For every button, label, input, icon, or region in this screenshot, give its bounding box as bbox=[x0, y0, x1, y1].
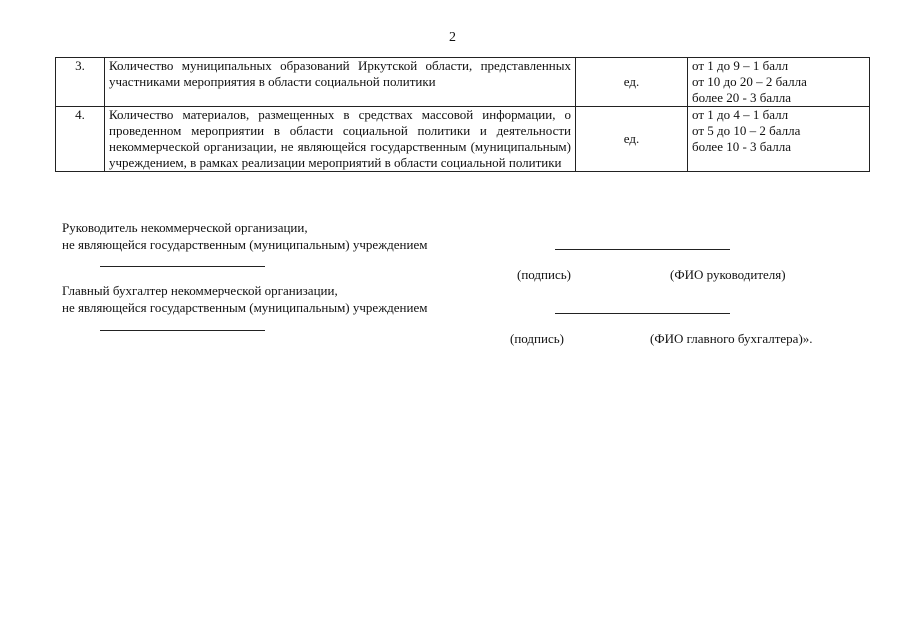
row-scores bbox=[688, 58, 870, 107]
accountant-name-caption: (ФИО главного бухгалтера)». bbox=[650, 331, 813, 346]
row-unit: ед. bbox=[576, 107, 688, 172]
accountant-name-line bbox=[555, 313, 730, 314]
row-unit: ед. bbox=[576, 58, 688, 107]
head-name-caption: (ФИО руководителя) bbox=[670, 267, 786, 282]
page-number: 2 bbox=[449, 30, 456, 45]
row-scores bbox=[688, 107, 870, 172]
head-signature-caption: (подпись) bbox=[517, 267, 571, 282]
accountant-title-line2: не являющейся государственным (муниципальным) учреждением bbox=[62, 300, 428, 315]
head-title-line2: не являющейся государственным (муниципальным) учреждением bbox=[62, 237, 428, 252]
score-line: более 20 - 3 балла bbox=[692, 90, 792, 105]
accountant-signature-line bbox=[100, 330, 265, 331]
head-name-line bbox=[555, 249, 730, 250]
head-title-line1: Руководитель некоммерческой организации, bbox=[62, 220, 308, 235]
score-line: от 10 до 20 – 2 балла bbox=[692, 74, 807, 89]
criteria-table bbox=[55, 57, 870, 172]
row-description: Количество материалов, размещенных в средствах массовой информации, о проведенном мероприятии в области социальной политики и деятельности некоммерческой организации, не являющейся государственным (муниципальным) учреждением, в рамках реализации мероприятий в области социальной политики bbox=[105, 107, 576, 172]
head-signature-line bbox=[100, 266, 265, 267]
row-number: 3. bbox=[56, 58, 105, 107]
accountant-signature-caption: (подпись) bbox=[510, 331, 564, 346]
score-line: от 1 до 4 – 1 балл bbox=[692, 107, 789, 122]
score-line: от 5 до 10 – 2 балла bbox=[692, 123, 801, 138]
table-row bbox=[56, 58, 870, 107]
accountant-title-line1: Главный бухгалтер некоммерческой организации, bbox=[62, 283, 338, 298]
row-number: 4. bbox=[56, 107, 105, 172]
score-line: от 1 до 9 – 1 балл bbox=[692, 58, 789, 73]
score-line: более 10 - 3 балла bbox=[692, 139, 792, 154]
table-row bbox=[56, 107, 870, 172]
row-description: Количество муниципальных образований Иркутской области, представленных участниками мероприятия в области социальной политики bbox=[105, 58, 576, 107]
